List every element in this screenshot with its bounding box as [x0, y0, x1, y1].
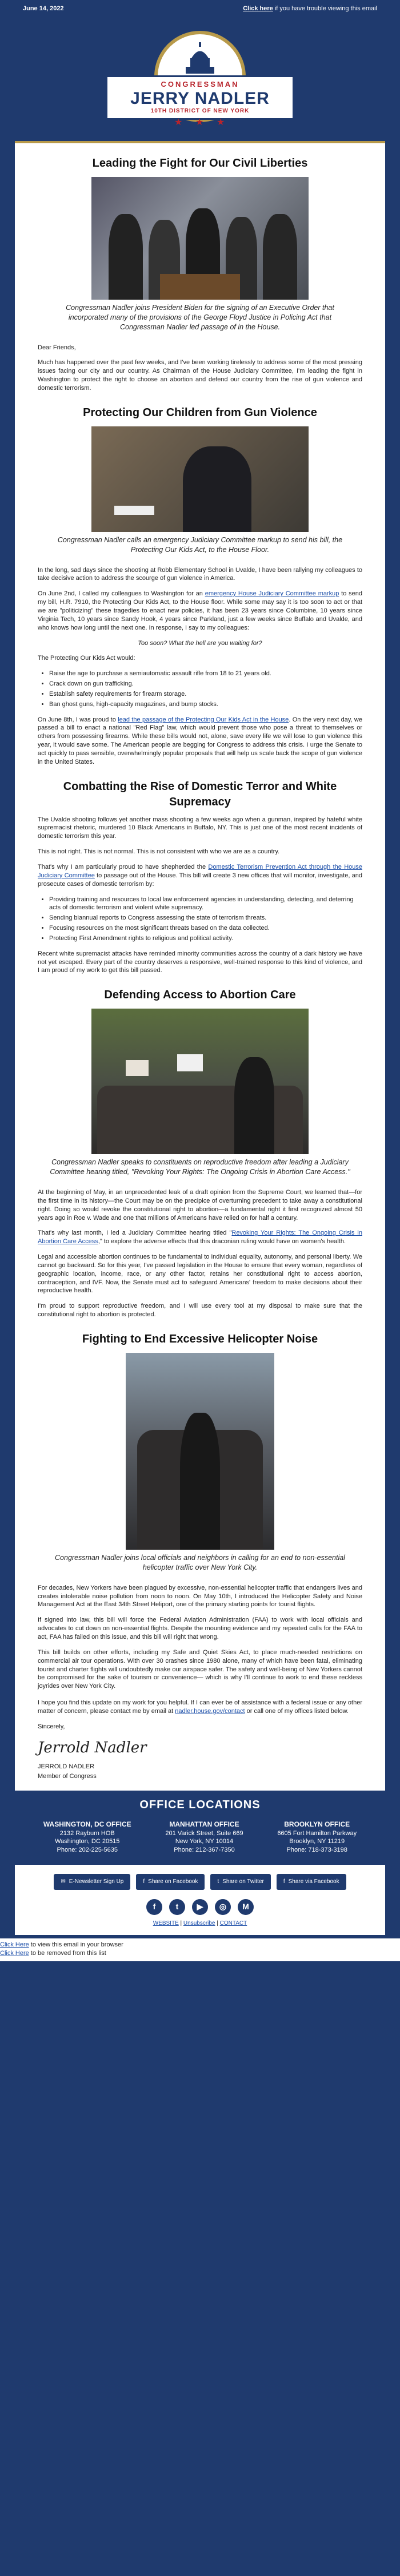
list-item: • Providing training and resources to local law enforcement agencies in understanding, detecting, and deterring acts of domestic terrorism and violent white supremacy. [49, 896, 362, 913]
facebook-icon[interactable]: f [146, 1899, 162, 1915]
dtpa-link[interactable]: Domestic Terrorism Prevention Act through the House Judiciary Committee [38, 864, 362, 879]
capitol-icon [180, 41, 220, 75]
newsletter-body [15, 156, 385, 1780]
text: to view this email in your browser [29, 1941, 123, 1949]
office-name: MANHATTAN OFFICE [169, 1820, 239, 1829]
text: or call one of my offices listed below. [245, 1707, 349, 1715]
paragraph: If signed into law, this bill will force the Federal Aviation Administration (FAA) to work with local officials and advocates to cut down on non-essential flights. Despite the mounting evidence and my repeated calls for the FAA to act, FAA has failed on this issue, and this bill will right that wrong. [38, 1616, 362, 1640]
office-city: Brooklyn, NY 11219 [289, 1838, 345, 1845]
email-container [11, 17, 389, 1938]
text: That's why I am particularly proud to have shepherded the [38, 864, 209, 870]
office-address: 201 Varick Street, Suite 669 [165, 1829, 243, 1837]
dtpa-list [49, 896, 362, 943]
paragraph [38, 590, 362, 632]
figure [180, 1413, 220, 1550]
logo-title: CONGRESSMAN [161, 80, 239, 88]
top-bar [0, 0, 400, 17]
section-title-civil-liberties: Leading the Fight for Our Civil Liberties [92, 157, 308, 170]
cta-label: E-Newsletter Sign Up [69, 1878, 124, 1885]
office-dc [43, 1820, 131, 1855]
list-item: • Establish safety requirements for firearm storage. [49, 690, 362, 699]
quote: Too soon? What the hell are you waiting for? [138, 639, 262, 647]
text: That's why last month, I led a Judiciary Committee hearing titled " [38, 1229, 232, 1237]
list-item: • Protecting First Amendment rights to religious and political activity. [49, 934, 362, 943]
view-online-link[interactable]: Click here [243, 5, 273, 12]
twitter-icon[interactable]: t [169, 1899, 185, 1915]
separator: | [215, 1920, 220, 1926]
office-brooklyn [277, 1820, 357, 1855]
list-item: • Crack down on gun trafficking. [49, 680, 362, 688]
office-address: 2132 Rayburn HOB [59, 1829, 115, 1837]
share-facebook-button[interactable] [136, 1874, 205, 1890]
paragraph [38, 716, 362, 767]
text: On June 8th, I was proud to [38, 716, 118, 723]
intro-paragraph: Much has happened over the past few weeks, and I've been working tirelessly to address some of the most pressing issues facing our city and our country. As Chairman of the House Judiciary Committee, I'm leading the fight in Washington to protect the right to choose an abortion and defend our country from the rise of gun violence and domestic terrorism. [38, 359, 362, 392]
office-name: BROOKLYN OFFICE [284, 1820, 350, 1829]
list-item: • Ban ghost guns, high-capacity magazines, and bump stocks. [49, 700, 362, 709]
office-manhattan [165, 1820, 243, 1855]
logo-ribbon [106, 75, 294, 120]
remove-from-list-link[interactable]: Click Here [0, 1949, 29, 1957]
text: to passage out of the House. This bill will create 3 new offices that will monitor, investigate, and prosecute cases of domestic terrorism by: [38, 872, 362, 888]
list-item: • Raise the age to purchase a semiautomatic assault rifle from 18 to 21 years old. [49, 670, 362, 678]
cta-buttons [15, 1865, 385, 1896]
paragraph: Legal and accessible abortion continues to be fundamental to individual equality, autonomy, and personal liberty. We cannot go backward. So for this year, I've passed legislation in the House to ensure that every woman, regardless of geographic location, income, race, or any other factor, retains her constitutional right to access abortion, contraception, and IVF. Now, the Senate must act to safeguard Americans' freedom to make decisions about their reproductive health. [38, 1253, 362, 1295]
text: to send my bill, H.R. 7910, the Protecting Our Kids Act, to the House floor. While some may say it is too soon to act or that we are "politicizing" these tragedies to enact new policies, it has been 23 years since Columbine, 10 years since Virginia Tech, 10 years since Sandy Hook, 4 years since Parkland, just a few weeks since Buffalo and Uvalde, and who knows how long until the next one. In response, I say to my colleagues: [38, 590, 362, 631]
mail-icon: ✉ [61, 1878, 66, 1885]
list-item: • Focusing resources on the most significant threats based on the data collected. [49, 924, 362, 933]
bill-provisions-list [49, 670, 362, 708]
social-links [15, 1896, 385, 1920]
view-in-browser-row [0, 1941, 400, 1949]
paragraph: At the beginning of May, in an unprecedented leak of a draft opinion from the Supreme Court, we learned that—for the first time in its history—the Court may be on the precipice of overturning precedent to take away a constitutional right. Doing so would revoke the constitutional right to abortion—a fundamental right it first recognized almost 50 years ago in Roe v. Wade and one that millions of Americans have relied on for half a century. [38, 1189, 362, 1222]
congressman-logo [106, 31, 294, 131]
remove-row [0, 1949, 400, 1958]
text: to be removed from this list [29, 1949, 106, 1957]
figure [183, 446, 251, 532]
unsubscribe-link[interactable]: Unsubscribe [183, 1920, 215, 1926]
paragraph: This is not right. This is not normal. This is not consistent with who we are as a country. [38, 848, 280, 856]
office-city: New York, NY 10014 [175, 1838, 234, 1845]
hearing-link[interactable]: Revoking Your Rights: The Ongoing Crisis in Abortion Care Access [38, 1229, 362, 1245]
star-icon: ★ [174, 118, 183, 127]
section-title-abortion: Defending Access to Abortion Care [104, 989, 296, 1002]
star-icon: ★ [217, 118, 225, 127]
figure [263, 214, 297, 300]
photo-caption: Congressman Nadler speaks to constituents on reproductive freedom after leading a Judiciary Committee hearing titled, "Revoking Your Rights: The Ongoing Crisis in Abortion Care Access." [50, 1158, 350, 1176]
text: ," to explore the adverse effects that this draconian ruling would have on women's health. [98, 1238, 346, 1245]
paragraph: For decades, New Yorkers have been plagued by excessive, non-essential helicopter traffic that endangers lives and creates intolerable noise pollution from noon to noon. On May 10th, I introduced the Helicopter Safety and Noise Management Act at the East 34th Street Heliport, one of the primary starting points for tourist flights. [38, 1584, 362, 1609]
paragraph [38, 1229, 362, 1246]
logo-district: 10TH DISTRICT OF NEW YORK [150, 108, 250, 115]
facebook-icon: f [143, 1878, 145, 1885]
paragraph: Recent white supremacist attacks have reminded minority communities across the country of a dark history we have not yet escaped. Every part of the country deserves a responsive, well-trained response to this kind of violence, and I am proud of my work to get this bill passed. [38, 950, 362, 974]
section-title-domestic-terror: Combatting the Rise of Domestic Terror and White Supremacy [63, 780, 337, 808]
cta-label: Share via Facebook [288, 1878, 339, 1885]
greeting: Dear Friends, [38, 344, 76, 351]
header-banner [15, 21, 385, 143]
list-intro: The Protecting Our Kids Act would: [38, 655, 135, 662]
cta-label: Share on Twitter [222, 1878, 264, 1885]
signature: Jerrold Nadler [38, 1739, 147, 1756]
view-in-browser-link[interactable]: Click Here [0, 1941, 29, 1949]
paragraph: I'm proud to support reproductive freedom, and I will use every tool at my disposal to make sure that the constitutional right to abortion is protected. [38, 1303, 362, 1319]
photo-markup [91, 426, 309, 532]
share-twitter-button[interactable] [210, 1874, 270, 1890]
footer-links [15, 1920, 385, 1936]
paragraph: The Uvalde shooting follows yet another mass shooting a few weeks ago when a gunman, inspired by hateful white supremacist rhetoric, murdered 10 Black Americans in Buffalo, NY. This is just one of the most recent incidents of domestic terrorism this year. [38, 816, 362, 840]
office-phone: Phone: 718-373-3198 [286, 1847, 347, 1854]
photo-caption: Congressman Nadler joins President Biden for the signing of an Executive Order that incorporated many of the provisions of the George Floyd Justice in Policing Act that Congressman Nadler led passage of in the House. [66, 304, 334, 331]
sign [177, 1054, 203, 1071]
section-title-helicopter: Fighting to End Excessive Helicopter Noise [82, 1333, 318, 1345]
photo-helicopter [126, 1353, 274, 1550]
newsletter-signup-button[interactable] [54, 1874, 130, 1890]
text: I hope you find this update on my work for you helpful. If I can ever be of assistance with a federal issue or any other matter of concern, please contact me by email at [38, 1699, 362, 1715]
offices-title: OFFICE LOCATIONS [139, 1799, 261, 1812]
photo-caption: Congressman Nadler joins local officials and neighbors in calling for an end to non-essential helicopter traffic over New York City. [55, 1554, 345, 1571]
bottom-links [0, 1938, 400, 1961]
contact-email-link[interactable]: nadler.house.gov/contact [175, 1707, 245, 1715]
office-columns [26, 1820, 374, 1855]
section-title-gun-violence: Protecting Our Children from Gun Violence [83, 406, 317, 419]
logo-name: JERRY NADLER [130, 88, 270, 108]
cta-label: Share on Facebook [148, 1878, 198, 1885]
list-item: • Sending biannual reports to Congress assessing the state of terrorism threats. [49, 914, 362, 922]
office-phone: Phone: 212-367-7350 [174, 1847, 235, 1854]
star-icon: ★ [195, 118, 204, 127]
twitter-icon: t [217, 1878, 219, 1885]
sincerely: Sincerely, [38, 1723, 65, 1730]
paragraph: This bill builds on other efforts, including my Safe and Quiet Skies Act, to place much-needed restrictions on commercial air tour operations. With over 30 crashes since 1980 alone, many of which have been fatal, eliminating tourist and charter flights will undoubtedly make our airspace safer. The safety and well-being of New Yorkers cannot be compromised for the sake of tourism or convenience— which is why I'll continue to work to end these reckless joyrides over New York City. [38, 1648, 362, 1690]
photo-rally [91, 1009, 309, 1154]
share-other-button[interactable] [277, 1874, 346, 1890]
nameplate [114, 506, 154, 515]
office-city: Washington, DC 20515 [55, 1838, 120, 1845]
photo-caption: Congressman Nadler calls an emergency Judiciary Committee markup to send his bill, the Protecting Our Kids Act, to the House Floor. [57, 535, 343, 554]
signer-role: Member of Congress [38, 1772, 97, 1780]
contact-link[interactable]: CONTACT [219, 1920, 247, 1926]
view-online-suffix: if you have trouble viewing this email [273, 5, 377, 12]
desk [160, 274, 240, 300]
paragraph: In the long, sad days since the shooting at Robb Elementary School in Uvalde, I have been rallying my colleagues to take decisive action to address the scourge of gun violence in America. [38, 566, 362, 582]
signer-name: JERROLD NADLER [38, 1763, 95, 1770]
separator: | [178, 1920, 183, 1926]
text: On June 2nd, I called my colleagues to Washington for an [38, 590, 205, 598]
figure [109, 214, 143, 300]
office-name: WASHINGTON, DC OFFICE [43, 1820, 131, 1829]
medium-icon[interactable]: M [238, 1899, 254, 1915]
office-locations [15, 1791, 385, 1865]
figure [234, 1057, 274, 1154]
newsletter-date: June 14, 2022 [23, 5, 64, 12]
office-address: 6605 Fort Hamilton Parkway [277, 1829, 357, 1837]
paragraph [38, 863, 362, 889]
markup-link[interactable]: emergency House Judiciary Committee markup [205, 590, 339, 598]
office-phone: Phone: 202-225-5635 [57, 1847, 118, 1854]
photo-executive-order [91, 177, 309, 300]
protecting-kids-link[interactable]: lead the passage of the Protecting Our Kids Act in the House [118, 716, 289, 723]
instagram-icon[interactable]: ◎ [215, 1899, 231, 1915]
closing-paragraph [38, 1699, 362, 1716]
youtube-icon[interactable]: ▶ [192, 1899, 208, 1915]
facebook-icon: f [283, 1878, 285, 1885]
sign [126, 1060, 149, 1076]
text: . On the very next day, we passed a bill to enact a national "Red Flag" law, which would prevent those who pose a threat to themselves or others from possessing firearms. While these bills would not, alone, save every life we will lose to gun violence this year, it would save some. The American people are begging for Congress to address this crisis. I urge the Senate to act quickly to pass sensible, overwhelmingly popular proposals that will help us scale back the scope of gun violence in the United States. [38, 716, 362, 765]
website-link[interactable]: WEBSITE [153, 1920, 179, 1926]
view-issue-note [243, 5, 377, 13]
